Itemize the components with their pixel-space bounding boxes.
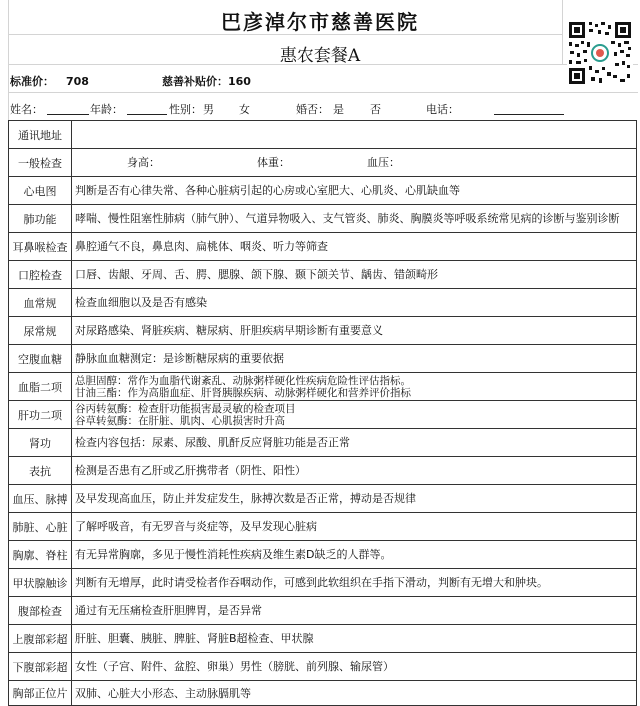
- exam-item-label: 血压、脉搏: [9, 485, 72, 513]
- description-line: 谷丙转氨酶：检查肝功能损害最灵敏的检查项目: [75, 402, 296, 415]
- exam-item-label: 肝功二项: [9, 401, 72, 429]
- description-line: 鼻腔通气不良，鼻息肉、扁桃体、咽炎、听力等筛查: [75, 240, 328, 253]
- description-line: 哮喘、慢性阻塞性肺病（肺气肿）、气道异物吸入、支气管炎、肺炎、胸膜炎等呼吸系统常见病的诊断与鉴别诊断: [75, 212, 620, 225]
- exam-item-description: [72, 177, 637, 205]
- exam-item-description: [72, 205, 637, 233]
- exam-item-description: [72, 289, 637, 317]
- description-line: 检查血细胞以及是否有感染: [75, 296, 207, 309]
- description-line: 有无异常胸廓，多见于慢性消耗性疾病及维生素D缺乏的人群等。: [75, 548, 392, 561]
- table-row: [9, 485, 637, 513]
- age-field[interactable]: [127, 114, 167, 115]
- exam-item-description: [72, 317, 637, 345]
- phone-field[interactable]: [494, 114, 564, 115]
- description-line: 双肺、心脏大小形态、主动脉膈肌等: [75, 686, 251, 700]
- exam-item-description: [72, 401, 637, 429]
- exam-item-description: [72, 597, 637, 625]
- table-row: [9, 233, 637, 261]
- description-line: 判断有无增厚，此时请受检者作吞咽动作，可感到此软组织在手指下滑动，判断有无增大和肿块。: [75, 576, 548, 589]
- name-field[interactable]: [47, 114, 89, 115]
- exam-item-description: [72, 513, 637, 541]
- table-row: [9, 457, 637, 485]
- exam-item-label: 耳鼻喉检查: [9, 233, 72, 261]
- address-field[interactable]: [72, 121, 637, 149]
- table-row: [9, 681, 637, 706]
- description-line: 女性（子宫、附件、盆腔、卵巢）男性（膀胱、前列腺、输尿管）: [75, 660, 394, 673]
- description-line: 总胆固醇：常作为血脂代谢紊乱、动脉粥样硬化性疾病危险性评估指标。: [75, 374, 411, 387]
- sex-label: 性别：: [169, 103, 202, 116]
- table-row: [9, 541, 637, 569]
- sex-female[interactable]: 女: [239, 103, 250, 116]
- exam-item-label: 心电图: [9, 177, 72, 205]
- exam-item-label: 口腔检查: [9, 261, 72, 289]
- table-row: [9, 653, 637, 681]
- exam-item-description: [72, 653, 637, 681]
- exam-item-label: 空腹血糖: [9, 345, 72, 373]
- exam-item-description: [72, 625, 637, 653]
- exam-item-description: [72, 345, 637, 373]
- exam-item-label: 胸部正位片: [9, 681, 72, 706]
- exam-item-label: 下腹部彩超: [9, 653, 72, 681]
- grid-line: [8, 92, 638, 93]
- table-row: [9, 429, 637, 457]
- table-row: [9, 401, 637, 429]
- description-line: 检测是否患有乙肝或乙肝携带者（阴性、阳性）: [75, 464, 306, 477]
- exam-item-description: [72, 233, 637, 261]
- age-label: 年龄：: [90, 103, 123, 116]
- exam-item-label: 甲状腺触诊: [9, 569, 72, 597]
- description-line: 通过有无压痛检查肝胆脾胃，是否异常: [75, 604, 262, 617]
- exam-item-label: 尿常规: [9, 317, 72, 345]
- name-label: 姓名：: [10, 103, 43, 116]
- description-line: 及早发现高血压，防止并发症发生，脉搏次数是否正常，搏动是否规律: [75, 492, 416, 505]
- table-row: [9, 177, 637, 205]
- qr-code-icon: [567, 20, 633, 86]
- exam-item-description: [72, 485, 637, 513]
- package-title: 惠农套餐A: [279, 46, 361, 66]
- description-line: 口唇、齿龈、牙周、舌、腭、腮腺、颌下腺、颞下颌关节、龋齿、错颌畸形: [75, 268, 438, 281]
- exam-item-label: 肺脏、心脏: [9, 513, 72, 541]
- description-line: 静脉血血糖测定：是诊断糖尿病的重要依据: [75, 352, 284, 365]
- exam-item-label: 血常规: [9, 289, 72, 317]
- exam-item-label: 表抗: [9, 457, 72, 485]
- exam-item-label: 肾功: [9, 429, 72, 457]
- table-row: [9, 569, 637, 597]
- description-line: 了解呼吸音，有无罗音与炎症等，及早发现心脏病: [75, 520, 317, 533]
- exam-item-label: 腹部检查: [9, 597, 72, 625]
- exam-item-label: 胸廓、脊柱: [9, 541, 72, 569]
- table-row: [9, 345, 637, 373]
- description-line: 检查内容包括：尿素、尿酸、肌酐反应肾脏功能是否正常: [75, 436, 350, 449]
- exam-item-description: [72, 541, 637, 569]
- exam-table: [8, 120, 637, 706]
- married-no[interactable]: 否: [370, 103, 381, 116]
- general-vitals: [72, 149, 637, 177]
- table-row: [9, 121, 637, 149]
- exam-item-description: [72, 429, 637, 457]
- height-label: 身高：: [127, 156, 160, 169]
- description-line: 甘油三酯：作为高脂血症、肝肾胰腺疾病、动脉粥样硬化和营养评价指标: [75, 386, 411, 399]
- table-row: [9, 373, 637, 401]
- description-line: 谷草转氨酶：在肝脏、肌肉、心肌损害时升高: [75, 414, 285, 427]
- table-row: [9, 205, 637, 233]
- exam-item-description: [72, 457, 637, 485]
- married-yes[interactable]: 是: [333, 103, 344, 116]
- exam-item-description: [72, 261, 637, 289]
- table-row: [9, 149, 637, 177]
- phone-label: 电话：: [426, 103, 459, 116]
- table-row: [9, 625, 637, 653]
- exam-item-description: [72, 373, 637, 401]
- table-row: [9, 597, 637, 625]
- description-line: 判断是否有心律失常、各种心脏病引起的心房或心室肥大、心肌炎、心肌缺血等: [75, 184, 460, 197]
- bp-label: 血压：: [367, 156, 400, 169]
- patient-info-row: [0, 101, 640, 117]
- description-line: 肝脏、胆囊、胰脏、脾脏、肾脏B超检查、甲状腺: [75, 632, 314, 645]
- married-label: 婚否：: [296, 103, 329, 116]
- exam-item-label: 肺功能: [9, 205, 72, 233]
- sex-male[interactable]: 男: [203, 103, 214, 116]
- table-row: [9, 261, 637, 289]
- table-row: [9, 317, 637, 345]
- standard-price: 标准价： 708: [10, 75, 89, 88]
- table-row: [9, 513, 637, 541]
- exam-item-description: [72, 681, 637, 706]
- weight-label: 体重：: [257, 156, 290, 169]
- general-label: 一般检查: [9, 149, 72, 177]
- subsidy-price: 慈善补贴价：160: [162, 75, 251, 88]
- exam-rows: [9, 177, 637, 706]
- hospital-title: 巴彦淖尔市慈善医院: [221, 10, 419, 34]
- exam-item-label: 上腹部彩超: [9, 625, 72, 653]
- address-label: 通讯地址: [9, 121, 72, 149]
- description-line: 对尿路感染、肾脏疾病、糖尿病、肝胆疾病早期诊断有重要意义: [75, 324, 383, 337]
- table-row: [9, 289, 637, 317]
- exam-item-label: 血脂二项: [9, 373, 72, 401]
- exam-item-description: [72, 569, 637, 597]
